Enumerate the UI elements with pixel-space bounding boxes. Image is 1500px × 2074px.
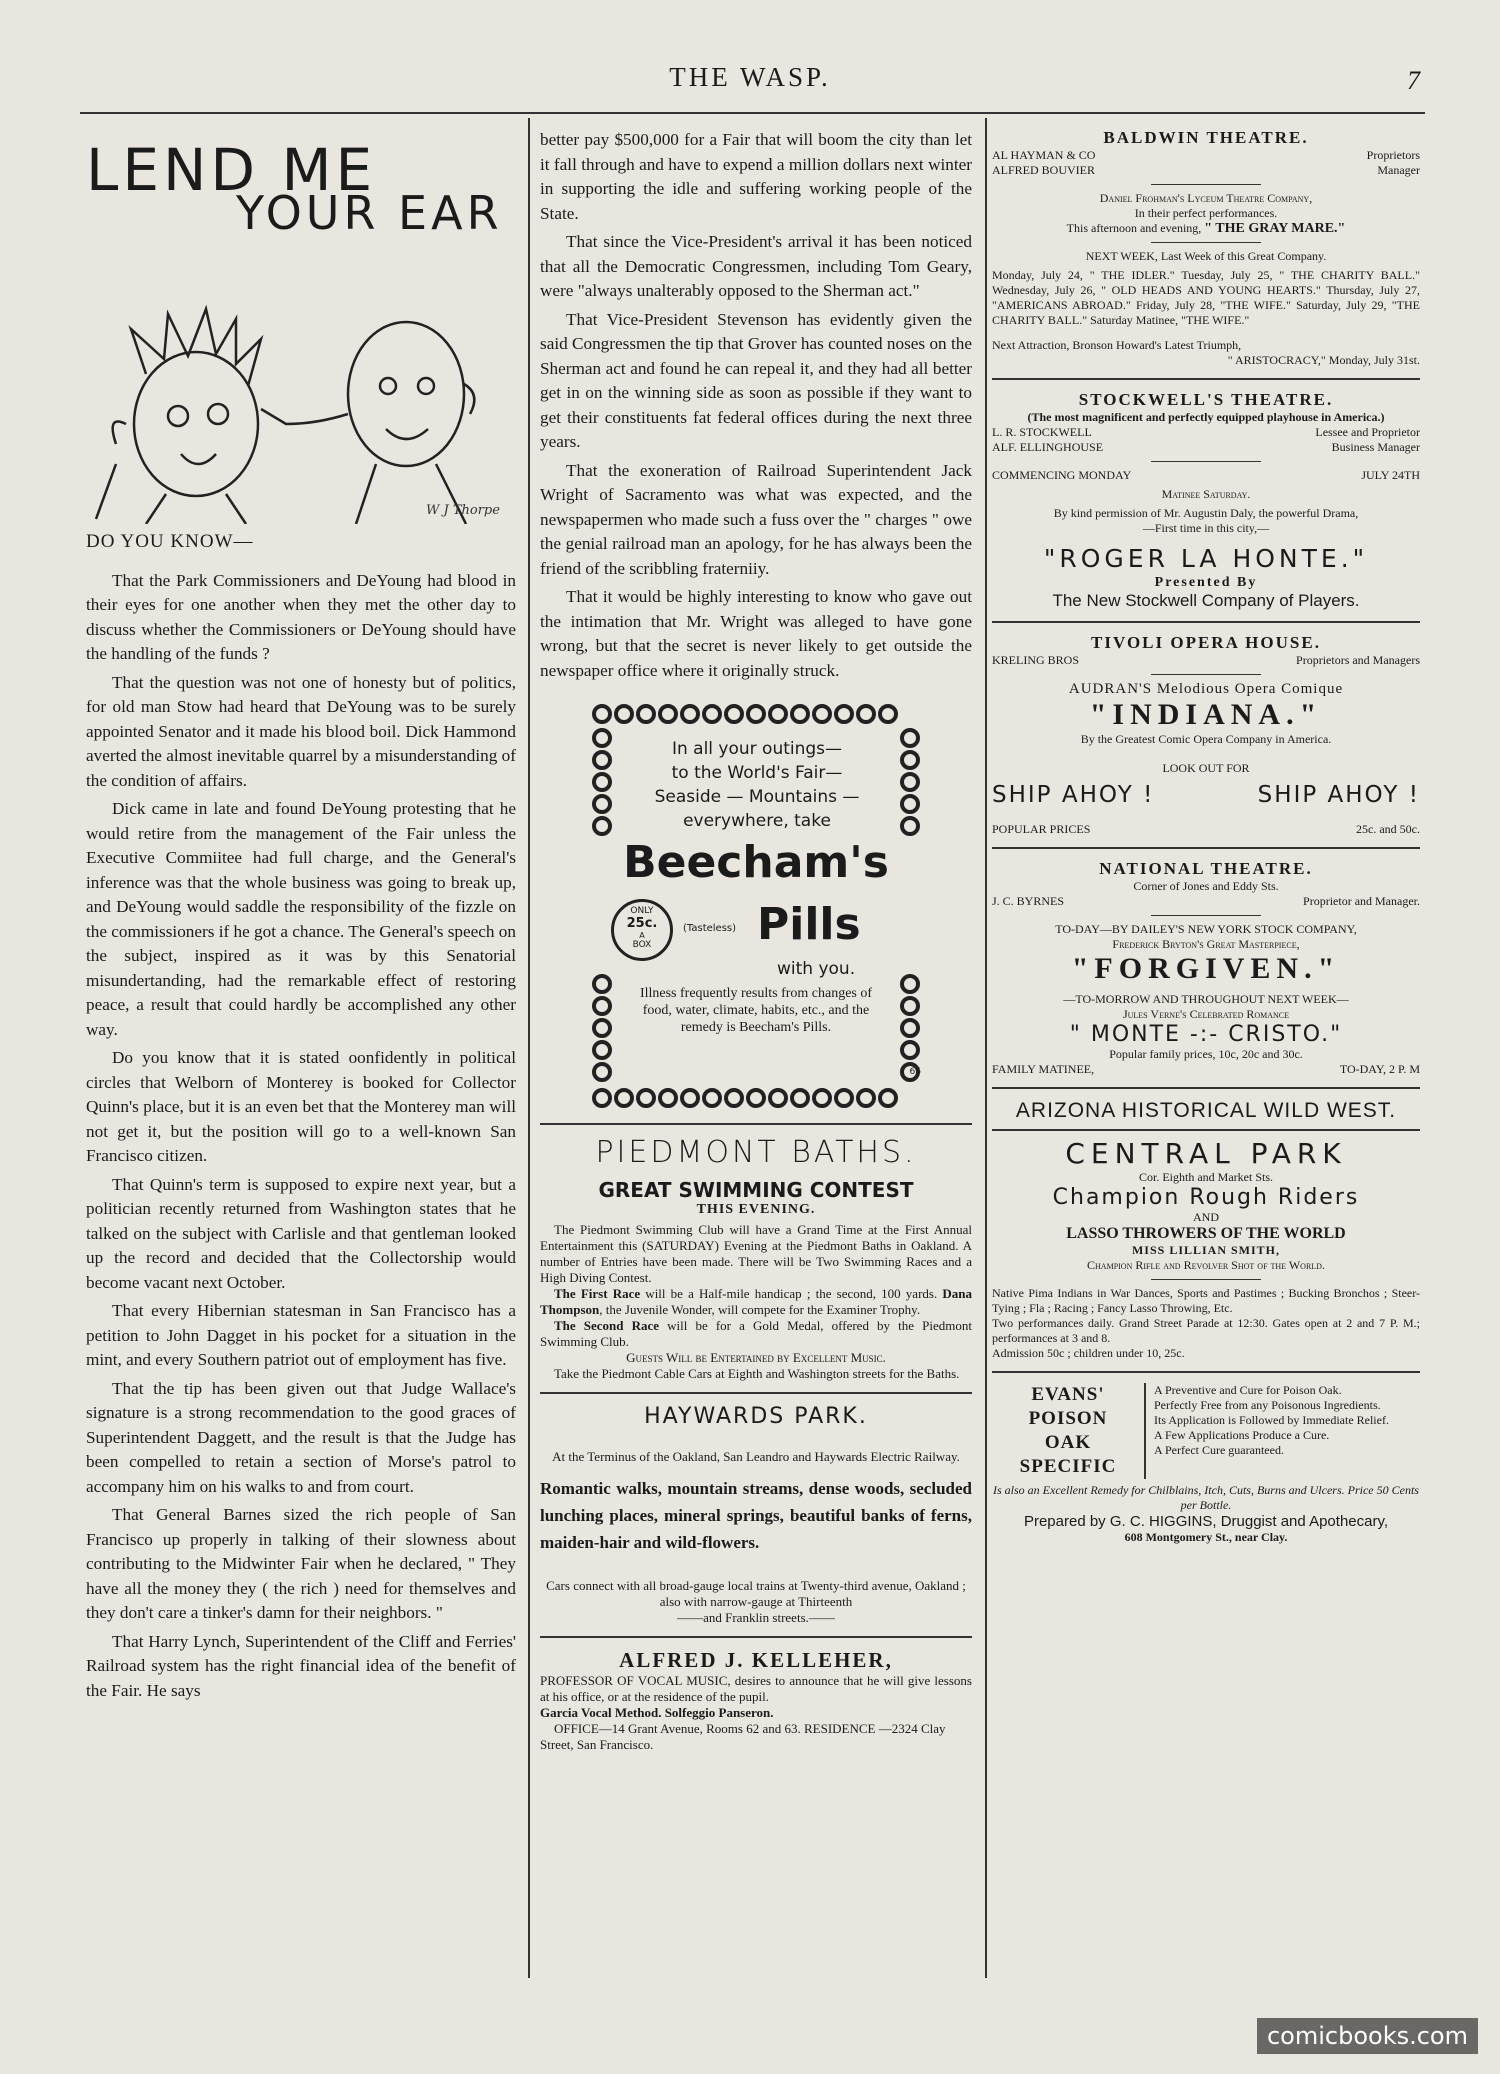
- national-today: TO-DAY—BY DAILEY'S NEW YORK STOCK COMPANY,: [1055, 922, 1357, 936]
- stockwell-permission: By kind permission of Mr. Augustin Daly, the powerful Drama,: [1053, 506, 1359, 520]
- beecham-pills-ad: [591, 703, 921, 1111]
- central-park-title: CENTRAL PARK: [1065, 1137, 1347, 1170]
- arizona-lasso: LASSO THROWERS OF THE WORLD: [1066, 1225, 1346, 1242]
- paragraph: That the Park Commissioners and DeYoung had blood in their eyes for one another when they met the other day to discuss whether the Commissioners or DeYoung should have the handling of the funds ?: [86, 570, 516, 663]
- haywards-paragraph: Cars connect with all broad-gauge local trains at Twenty-third avenue, Oakland ; also with narrow-gauge at Thirteenth: [546, 1578, 966, 1609]
- piedmont-baths-ad: [540, 1135, 972, 1382]
- contest-title: GREAT SWIMMING CONTEST: [598, 1178, 914, 1202]
- listing-row: COMMENCING MONDAY JULY 24TH: [992, 468, 1420, 482]
- tivoli-title: TIVOLI OPERA HOUSE.: [1091, 633, 1321, 652]
- page-number: 7: [1407, 66, 1420, 95]
- paragraph: That General Barnes sized the rich people of San Francisco up properly in talking of their slowness about contributing to the Midwinter Fair when he declared, " They have all the money they ( the rich ) need for themselves and they don't care a tinker's damn for their neighbors. ": [86, 1505, 516, 1622]
- listing-row: POPULAR PRICES 25c. and 50c.: [992, 822, 1420, 836]
- baldwin-current: This afternoon and evening, " THE GRAY MARE.": [1066, 221, 1346, 236]
- tasteless-label: (Tasteless): [683, 923, 737, 934]
- national-play: "FORGIVEN.": [1071, 952, 1341, 985]
- paragraph: That Harry Lynch, Superintendent of the Cliff and Ferries' Railroad system has the right financial idea of the benefit of the Fair. He says: [86, 1631, 516, 1700]
- tivoli-ship-ahoy: SHIP AHOY ! SHIP AHOY !: [992, 782, 1420, 808]
- paragraph: That it would be highly interesting to know who gave out the intimation that Mr. Wright was alleged to have gone wrong, but that the secret is never likely to get outside the newspaper office where it originally struck.: [540, 587, 972, 680]
- arizona-paragraph: Native Pima Indians in War Dances, Sports and Pastimes ; Bucking Bronchos ; Steer-Tying ; Fla ; Racing ; Fancy Lasso Throwing, Etc.: [992, 1286, 1420, 1315]
- column-2: [540, 128, 972, 1753]
- paragraph: That the tip has been given out that Judge Wallace's signature is a strong recommendation to the good graces of Superintendent Daggett, and the result is that the Judge has been compelled to retain a section of Morse's patrol to accompany him on his walks to and from court.: [86, 1378, 516, 1496]
- bead-border-bottom: [591, 1087, 921, 1109]
- arizona-and: AND: [1193, 1210, 1219, 1224]
- arizona-smith: MISS LILLIAN SMITH,: [1131, 1243, 1281, 1257]
- column-divider-1: [528, 118, 530, 1978]
- national-corner: Corner of Jones and Eddy Sts.: [1133, 879, 1279, 893]
- tivoli-by: By the Greatest Comic Opera Company in America.: [1080, 732, 1332, 746]
- piedmont-paragraph: Guests Will be Entertained by Excellent Music.: [626, 1350, 886, 1365]
- two-men-caricature-image: [86, 124, 516, 524]
- listing-row: KRELING BROS Proprietors and Managers: [992, 653, 1420, 667]
- national-title: NATIONAL THEATRE.: [1099, 859, 1313, 878]
- stockwell-presented: Presented By: [1154, 575, 1258, 590]
- listing-row: L. R. STOCKWELL Lessee and Proprietor: [992, 425, 1420, 439]
- baldwin-attraction: Next Attraction, Bronson Howard's Latest Triumph,: [992, 338, 1242, 352]
- beecham-line: everywhere, take: [683, 811, 831, 831]
- evans-logo: EVANS' POISON OAK SPECIFIC: [998, 1383, 1146, 1479]
- stockwell-matinee: Matinee Saturday.: [1161, 487, 1251, 501]
- stockwell-company: The New Stockwell Company of Players.: [1052, 591, 1360, 610]
- paragraph: That every Hibernian statesman in San Francisco has a petition to John Dagget in his pocket for a situation in the mint, and every Southern patriot out of employment has five.: [86, 1301, 516, 1369]
- with-you-label: with you.: [777, 959, 856, 979]
- article-intro: DO YOU KNOW—: [86, 531, 254, 552]
- masthead: THE WASP.: [669, 62, 831, 92]
- pills-label: Pills: [757, 899, 861, 950]
- arizona-riders: Champion Rough Riders: [1052, 1185, 1360, 1210]
- listing-row: J. C. BYRNES Proprietor and Manager.: [992, 894, 1420, 908]
- bead-border-right: [899, 727, 921, 837]
- listing-row: FAMILY MATINEE, TO-DAY, 2 P. M: [992, 1062, 1420, 1076]
- price-stamp: ONLY 25c. A BOX: [611, 899, 673, 961]
- ad-code: 66: [909, 1067, 921, 1077]
- arizona-paragraph: Two performances daily. Grand Street Parade at 12:30. Gates open at 2 and 7 P. M.; performances at 3 and 8.: [992, 1316, 1420, 1345]
- artist-signature: W J Thorpe: [426, 503, 500, 518]
- arizona-wild-west-ad: [992, 1099, 1420, 1361]
- kelleher-title: ALFRED J. KELLEHER,: [619, 1648, 893, 1672]
- lend-me-your-ear-illustration: [86, 124, 516, 524]
- beecham-brand: Beecham's: [623, 837, 889, 888]
- tivoli-audran: AUDRAN'S Melodious Opera Comique: [1068, 681, 1344, 697]
- paragraph: That Vice-President Stevenson has evidently given the said Congressmen the tip that Grover has counted noses on the Sherman act and found he can repeal it, and they had all better get in on the winning side as soon as possible if they want to get their constituents fat federal offices during the next three years.: [540, 309, 972, 451]
- kelleher-method: Garcia Vocal Method. Solfeggio Panseron.: [540, 1705, 774, 1720]
- paragraph: Dick came in late and found DeYoung protesting that he would retire from the management of the Fair unless the Executive Commiitee had full charge, and the General's inference was that the whole business was going to break up, and DeYoung would saddle the responsibility of the fizzle on the commissioners if he got a chance. The General's speech on the subject, inspired as it was by this Senatorial misundertanding, had the remarkable effect of restoring peace, a result that could hardly be accomplished any other way.: [86, 799, 516, 1039]
- listing-row: ALF. ELLINGHOUSE Business Manager: [992, 440, 1420, 454]
- stockwell-first: —First time in this city,—: [1142, 521, 1270, 535]
- top-rule: [80, 112, 1425, 114]
- arizona-cor: Cor. Eighth and Market Sts.: [1139, 1170, 1273, 1184]
- baldwin-attraction: " ARISTOCRACY," Monday, July 31st.: [1227, 353, 1420, 367]
- baldwin-theatre-ad: [992, 128, 1420, 368]
- stockwell-title: STOCKWELL'S THEATRE.: [1078, 390, 1334, 409]
- haywards-paragraph: At the Terminus of the Oakland, San Leandro and Haywards Electric Railway.: [552, 1449, 960, 1464]
- listing-row: AL HAYMAN & CO Proprietors: [992, 148, 1420, 162]
- listing-row: ALFRED BOUVIER Manager: [992, 163, 1420, 177]
- national-verne: Jules Verne's Celebrated Romance: [1122, 1007, 1290, 1021]
- piedmont-paragraph: The First Race will be a Half-mile handicap ; the second, 100 yards. Dana Thompson, the Juvenile Wonder, will compete for the Examiner Trophy.: [540, 1286, 972, 1317]
- piedmont-paragraph: Take the Piedmont Cable Cars at Eighth and Washington streets for the Baths.: [554, 1366, 960, 1381]
- baldwin-next: NEXT WEEK, Last Week of this Great Company.: [1085, 249, 1327, 263]
- evans-remedy: Is also an Excellent Remedy for Chilblains, Itch, Cuts, Burns and Ulcers. Price 50 Cents per Bottle.: [993, 1483, 1419, 1512]
- national-theatre-ad: [992, 859, 1420, 1077]
- paragraph: better pay $500,000 for a Fair that will boom the city than let it fall through and have to expend a million dollars next winter in supporting the idle and suffering working people of the State.: [540, 130, 972, 223]
- national-tomorrow: —TO-MORROW AND THROUGHOUT NEXT WEEK—: [1063, 992, 1349, 1006]
- baldwin-title: BALDWIN THEATRE.: [1103, 128, 1309, 147]
- paragraph: That since the Vice-President's arrival it has been noticed that all the Democratic Congressmen, including Tom Geary, were "always unalterably opposed to the Sherman act.": [540, 232, 972, 300]
- evans-poison-oak-ad: [992, 1383, 1420, 1545]
- baldwin-company: Daniel Frohman's Lyceum Theatre Company,: [1099, 191, 1313, 205]
- beecham-line: to the World's Fair—: [671, 763, 843, 783]
- beecham-line: In all your outings—: [671, 739, 843, 759]
- haywards-features: Romantic walks, mountain streams, dense woods, secluded lunching places, mineral springs, beautiful banks of ferns, maiden-hair and wild-flowers.: [540, 1479, 972, 1552]
- tivoli-play: "INDIANA.": [1089, 698, 1323, 731]
- stockwell-sub: (The most magnificent and perfectly equipped playhouse in America.): [1027, 410, 1385, 424]
- bead-border-left-lower: [591, 973, 613, 1083]
- column-3: [992, 128, 1420, 1545]
- beecham-line: Seaside — Mountains —: [654, 787, 860, 807]
- haywards-title: HAYWARDS PARK.: [644, 1404, 868, 1429]
- contest-subtitle: THIS EVENING.: [696, 1202, 816, 1217]
- illustration-title-top: LEND ME: [86, 136, 377, 204]
- column-divider-2: [985, 118, 987, 1978]
- beecham-body: Illness frequently results from changes of food, water, climate, habits, etc., and the remedy is Beecham's Pills.: [639, 986, 873, 1035]
- paragraph: That Quinn's term is supposed to expire next year, but a politician recently returned from Washington states that he talked on the subject with Carlisle and that gentleman looked up the record and decided that the Collectorship would become vacant next October.: [86, 1174, 516, 1292]
- evans-claims: A Preventive and Cure for Poison Oak. Perfectly Free from any Poisonous Ingredients. Its Application is Followed by Immediate Relief. A Few Applications Produce a Cure. A Perfect Cure guaranteed.: [1154, 1383, 1389, 1457]
- paragraph: Do you know that it is stated oonfidently in political circles that Welborn of Monterey is booked for Collector Quinn's place, but it is an even bet that the Monterey man will not get it, but the position will go to a well-known San Francisco citizen.: [86, 1048, 516, 1165]
- national-monte: " MONTE -:- CRISTO.": [1069, 1022, 1343, 1047]
- evans-prep: Prepared by G. C. HIGGINS, Druggist and Apothecary,: [1023, 1513, 1389, 1530]
- piedmont-paragraph: The Piedmont Swimming Club will have a Grand Time at the First Annual Entertainment this (SATURDAY) Evening at the Piedmont Baths in Oakland. A number of Entries have been made. There will be Two Swimming Races and a High Diving Contest.: [540, 1222, 972, 1285]
- baldwin-perf: In their perfect performances.: [1134, 206, 1278, 220]
- stockwell-play: "ROGER LA HONTE.": [1043, 544, 1369, 573]
- tivoli-opera-ad: [992, 633, 1420, 837]
- tivoli-look: LOOK OUT FOR: [1162, 761, 1250, 775]
- stockwell-theatre-ad: [992, 390, 1420, 611]
- paragraph: That the exoneration of Railroad Superintendent Jack Wright of Sacramento was what was expected, and the newspapermen who made such a fuss over the " charges " owe the genial railroad man an apology, for he has always been the friend of the scribbling fraterniiy.: [540, 460, 972, 578]
- national-prices: Popular family prices, 10c, 20c and 30c.: [1109, 1047, 1303, 1061]
- arizona-paragraph: Admission 50c ; children under 10, 25c.: [992, 1346, 1185, 1360]
- bead-border-top: [591, 703, 921, 725]
- piedmont-title: PIEDMONT BATHS.: [595, 1135, 917, 1170]
- baldwin-schedule: Monday, July 24, " THE IDLER." Tuesday, July 25, " THE CHARITY BALL." Wednesday, July 26, " OLD HEADS AND YOUNG HEARTS." Thursday, July 27, "AMERICANS ABROAD." Friday, July 28, "THE WIFE." Saturday, July 29, "THE CHARITY BALL." Saturday Matinee, "THE WIFE.": [992, 268, 1420, 327]
- watermark: comicbooks.com: [1257, 2018, 1478, 2054]
- haywards-park-ad: [540, 1404, 972, 1626]
- kelleher-ad: [540, 1648, 972, 1753]
- arizona-title: ARIZONA HISTORICAL WILD WEST.: [1015, 1099, 1397, 1122]
- illustration-title-bottom: YOUR EAR: [236, 186, 503, 240]
- column-1: [86, 124, 516, 1707]
- kelleher-paragraph: PROFESSOR OF VOCAL MUSIC, desires to announce that he will give lessons at his office, or at the residence of the pupil.: [540, 1673, 972, 1704]
- national-bryton: Frederick Bryton's Great Masterpiece,: [1112, 937, 1300, 951]
- arizona-champion: Champion Rifle and Revolver Shot of the World.: [1087, 1258, 1325, 1272]
- evans-address: 608 Montgomery St., near Clay.: [1124, 1530, 1288, 1544]
- piedmont-paragraph: The Second Race will be for a Gold Medal, offered by the Piedmont Swimming Club.: [540, 1318, 972, 1349]
- kelleher-address: OFFICE—14 Grant Avenue, Rooms 62 and 63. RESIDENCE —2324 Clay Street, San Francisco.: [540, 1721, 946, 1752]
- haywards-paragraph: ——and Franklin streets.——: [677, 1610, 835, 1625]
- paragraph: That the question was not one of honesty but of politics, for old man Stow had heard that DeYoung was to be surely appointed Senator and it made his blood boil. Dick Hammond averted the almost inevitable quarrel by a misunderstanding of the condition of affairs.: [86, 672, 516, 790]
- bead-border-left: [591, 727, 613, 837]
